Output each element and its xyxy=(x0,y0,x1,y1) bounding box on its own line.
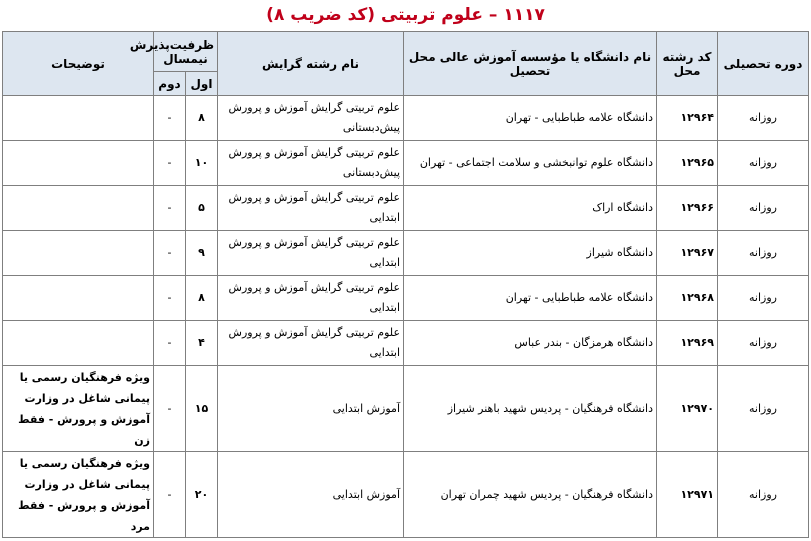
cell-first-capacity: ۵ xyxy=(186,186,218,231)
cell-university: دانشگاه اراک xyxy=(404,186,657,231)
cell-second-capacity: - xyxy=(154,366,186,452)
cell-major: علوم تربیتی گرایش آموزش و پرورش ابتدایی xyxy=(218,231,404,276)
header-major: نام رشته گرایش xyxy=(218,32,404,96)
cell-university: دانشگاه شیراز xyxy=(404,231,657,276)
cell-period: روزانه xyxy=(718,276,809,321)
cell-second-capacity: - xyxy=(154,321,186,366)
cell-major: علوم تربیتی گرایش آموزش و پرورش ابتدایی xyxy=(218,276,404,321)
cell-major: آموزش ابتدایی xyxy=(218,366,404,452)
cell-period: روزانه xyxy=(718,141,809,186)
cell-notes xyxy=(3,276,154,321)
cell-notes xyxy=(3,321,154,366)
cell-first-capacity: ۹ xyxy=(186,231,218,276)
cell-major: علوم تربیتی گرایش آموزش و پرورش ابتدایی xyxy=(218,321,404,366)
table-row xyxy=(3,452,809,538)
cell-notes xyxy=(3,141,154,186)
cell-code: ۱۲۹۶۵ xyxy=(657,141,718,186)
programs-table xyxy=(2,31,809,538)
cell-notes: ویژه فرهنگیان رسمی یا پیمانی شاغل در وزارت آموزش و پرورش - فقط مرد xyxy=(3,452,154,538)
table-row xyxy=(3,231,809,276)
cell-major: علوم تربیتی گرایش آموزش و پرورش ابتدایی xyxy=(218,186,404,231)
header-notes: توضیحات xyxy=(3,32,154,96)
header-capacity: ظرفیت‌پذیرش نیمسال xyxy=(154,32,218,72)
table-row xyxy=(3,366,809,452)
page-title: ۱۱۱۷ – علوم تربیتی (کد ضریب ۸) xyxy=(266,5,545,25)
cell-code: ۱۲۹۶۹ xyxy=(657,321,718,366)
header-university: نام دانشگاه یا مؤسسه آموزش عالی محل تحصیل xyxy=(404,32,657,96)
cell-second-capacity: - xyxy=(154,452,186,538)
cell-first-capacity: ۱۵ xyxy=(186,366,218,452)
cell-period: روزانه xyxy=(718,452,809,538)
header-second-semester: دوم xyxy=(154,72,186,96)
cell-first-capacity: ۴ xyxy=(186,321,218,366)
cell-code: ۱۲۹۷۰ xyxy=(657,366,718,452)
cell-period: روزانه xyxy=(718,231,809,276)
cell-second-capacity: - xyxy=(154,141,186,186)
cell-second-capacity: - xyxy=(154,231,186,276)
cell-university: دانشگاه علامه طباطبایی - تهران xyxy=(404,96,657,141)
cell-code: ۱۲۹۶۴ xyxy=(657,96,718,141)
table-row xyxy=(3,276,809,321)
header-row xyxy=(3,32,809,72)
table-row xyxy=(3,96,809,141)
cell-first-capacity: ۲۰ xyxy=(186,452,218,538)
cell-first-capacity: ۸ xyxy=(186,96,218,141)
cell-university: دانشگاه فرهنگیان - پردیس شهید چمران تهران xyxy=(404,452,657,538)
cell-university: دانشگاه فرهنگیان - پردیس شهید باهنر شیراز xyxy=(404,366,657,452)
cell-period: روزانه xyxy=(718,186,809,231)
cell-code: ۱۲۹۶۶ xyxy=(657,186,718,231)
cell-first-capacity: ۱۰ xyxy=(186,141,218,186)
cell-notes: ویژه فرهنگیان رسمی یا پیمانی شاغل در وزارت آموزش و پرورش - فقط زن xyxy=(3,366,154,452)
cell-notes xyxy=(3,96,154,141)
header-code: کد رشته محل xyxy=(657,32,718,96)
cell-period: روزانه xyxy=(718,96,809,141)
table-row xyxy=(3,141,809,186)
cell-university: دانشگاه علامه طباطبایی - تهران xyxy=(404,276,657,321)
cell-period: روزانه xyxy=(718,321,809,366)
cell-major: آموزش ابتدایی xyxy=(218,452,404,538)
cell-major: علوم تربیتی گرایش آموزش و پرورش پیش‌دبستانی xyxy=(218,96,404,141)
cell-code: ۱۲۹۷۱ xyxy=(657,452,718,538)
cell-first-capacity: ۸ xyxy=(186,276,218,321)
cell-code: ۱۲۹۶۷ xyxy=(657,231,718,276)
cell-university: دانشگاه هرمزگان - بندر عباس xyxy=(404,321,657,366)
cell-major: علوم تربیتی گرایش آموزش و پرورش پیش‌دبستانی xyxy=(218,141,404,186)
table-row xyxy=(3,321,809,366)
cell-code: ۱۲۹۶۸ xyxy=(657,276,718,321)
cell-notes xyxy=(3,186,154,231)
cell-second-capacity: - xyxy=(154,96,186,141)
cell-notes xyxy=(3,231,154,276)
table-row xyxy=(3,186,809,231)
cell-period: روزانه xyxy=(718,366,809,452)
cell-university: دانشگاه علوم توانبخشی و سلامت اجتماعی - تهران xyxy=(404,141,657,186)
cell-second-capacity: - xyxy=(154,186,186,231)
cell-second-capacity: - xyxy=(154,276,186,321)
header-period: دوره تحصیلی xyxy=(718,32,809,96)
header-first-semester: اول xyxy=(186,72,218,96)
